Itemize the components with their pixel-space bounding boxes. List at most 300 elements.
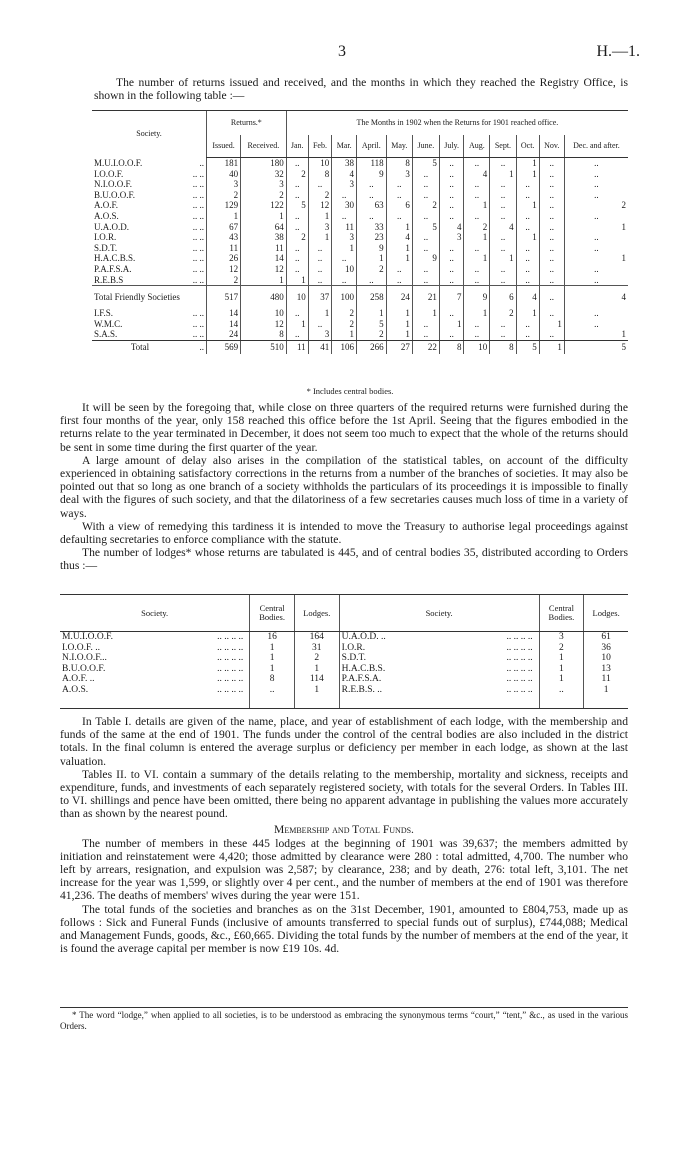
society-header-right: Society. <box>339 595 539 632</box>
table-cell: 26 <box>207 253 241 264</box>
lodges-left: 114 <box>294 674 339 685</box>
society-name-right: S.D.T. .. .. .. .. <box>339 653 539 664</box>
table-cell: .. <box>539 275 564 286</box>
table-cell: .. <box>412 232 439 243</box>
table-cell: 3 <box>308 329 332 340</box>
leader-dots: .. .. .. .. <box>217 642 244 653</box>
table-cell: .. <box>356 179 386 190</box>
table-cell: 9 <box>464 286 490 309</box>
leader-dots: .. .. .. .. <box>506 674 533 685</box>
table-cell: .. <box>564 308 628 319</box>
table-cell: 1 <box>386 253 412 264</box>
column-header: Jan. <box>286 135 308 158</box>
leader-dots: .. .. .. .. <box>217 684 244 695</box>
table-row <box>92 340 628 354</box>
society-name-left: I.O.O.F. .. .. .. .. .. <box>60 643 250 654</box>
column-header: Nov. <box>539 135 564 158</box>
society-name: U.A.O.D. <box>94 221 129 232</box>
table-cell: 8 <box>241 329 287 340</box>
table-cell: 1 <box>464 253 490 264</box>
table-cell: .. <box>564 179 628 190</box>
table-cell <box>339 696 539 709</box>
table-cell: 4 <box>490 222 516 233</box>
leader-dots: .. .. <box>192 253 204 264</box>
table-cell: .. <box>539 158 564 169</box>
table-cell: 1 <box>516 200 539 211</box>
table-cell: 8 <box>490 340 516 354</box>
intro-paragraph: The number of returns issued and received, and the months in which they reached the Registry Office, is shown in the following table :— <box>94 76 628 103</box>
society-name: B.U.O.O.F. <box>94 189 136 200</box>
table-cell: 8 <box>386 158 412 169</box>
table-cell: 10 <box>286 286 308 309</box>
table-cell: .. <box>439 308 464 319</box>
table-cell: .. <box>490 158 516 169</box>
table-cell: 1 <box>539 319 564 330</box>
table-cell: 7 <box>439 286 464 309</box>
table-row <box>92 253 628 264</box>
table-cell: .. <box>439 169 464 180</box>
table-bottom-rule <box>60 696 628 709</box>
table-row <box>92 190 628 201</box>
table-cell: 64 <box>241 222 287 233</box>
paragraph: Tables II. to VI. contain a summary of the details relating to the membership, mortality and sickness, receipts and expenditure, funds, and investments of each separately registered society, with totals for the several Orders. In Tables III. to VI. shillings and pence have been omitted, there being no apparent advantage in publishing the values more accurately than as shown by the nearest pound. <box>60 767 628 821</box>
central-bodies-left: 1 <box>250 643 295 654</box>
table-cell: 3 <box>308 222 332 233</box>
table-cell: 43 <box>207 232 241 243</box>
table-cell: 1 <box>516 232 539 243</box>
table-cell: 118 <box>356 158 386 169</box>
central-bodies-right: 1 <box>539 664 584 675</box>
table-cell: 1 <box>308 308 332 319</box>
table-cell: .. <box>516 275 539 286</box>
table-cell: 180 <box>241 158 287 169</box>
table-cell: 100 <box>332 286 357 309</box>
table-cell: 8 <box>439 340 464 354</box>
table-cell: 67 <box>207 222 241 233</box>
table-row <box>60 674 628 685</box>
society-name: R.E.B.S <box>94 274 124 285</box>
society-name: W.M.C. <box>94 318 123 329</box>
table-row <box>60 632 628 643</box>
table-cell: 30 <box>332 200 357 211</box>
leader-dots: .. .. <box>192 242 204 253</box>
table-cell: 1 <box>412 308 439 319</box>
society-name: S.A.S. <box>92 329 188 340</box>
central-bodies-left: .. <box>250 685 295 696</box>
table-cell: .. <box>490 275 516 286</box>
table-cell: 181 <box>207 158 241 169</box>
table-cell: 106 <box>332 340 357 354</box>
table-cell: .. <box>490 329 516 340</box>
table-cell: .. <box>386 264 412 275</box>
table-cell: .. <box>490 243 516 254</box>
table-cell: 1 <box>356 253 386 264</box>
leader-dots: .. .. <box>188 329 207 340</box>
page-number: 3 <box>338 43 346 60</box>
table-cell: .. <box>386 275 412 286</box>
paragraph: The number of members in these 445 lodges at the beginning of 1901 was 39,637; the members admitted by initiation and reinstatement were 4,420; those admitted by clearance were 280 : total admitted, 4,700. The number who left by arrears, resignation, and expulsion was 2,587; by clearance, 238; and by death, 276: total left, 3,101. The net increase for the year was 1,599, or slightly over 4 per cent., and the number of members at the end of 1901 was therefore 41,236. The deaths of members' wives during the year were 151. <box>60 836 628 903</box>
table-row <box>92 200 628 211</box>
table-cell: 38 <box>241 232 287 243</box>
table-cell: 5 <box>286 200 308 211</box>
table-cell: .. <box>539 179 564 190</box>
table-row <box>60 653 628 664</box>
table-row <box>60 643 628 654</box>
society-name: I.O.R. <box>94 232 117 243</box>
table-row <box>92 308 628 319</box>
table-row <box>92 286 628 309</box>
table-cell: .. <box>490 200 516 211</box>
paragraph: A large amount of delay also arises in the compilation of the statistical tables, on account of the difficulty experienced in obtaining satisfactory corrections in the returns from a number of the branches of societies. It may also be pointed out that so long as one branch of a society withholds the particulars of its proceedings it is impossible to finally deal with the figures of such society, and that the dilatoriness of a few secretaries causes much loss of time in a variety of ways. <box>60 453 628 520</box>
table-cell: .. <box>412 264 439 275</box>
society-name: A.O.F. <box>94 200 119 211</box>
table-cell: 1 <box>439 319 464 330</box>
society-name-right: H.A.C.B.S. .. .. .. .. <box>339 664 539 675</box>
table-row <box>60 685 628 696</box>
table-cell: .. <box>308 319 332 330</box>
table-cell: .. <box>516 222 539 233</box>
table-row <box>92 264 628 275</box>
table-cell <box>294 696 339 709</box>
table-cell: 1 <box>286 275 308 286</box>
table-cell: 2 <box>207 275 241 286</box>
table-cell: 10 <box>332 264 357 275</box>
table-cell: .. <box>439 264 464 275</box>
table-cell: 23 <box>356 232 386 243</box>
table-cell: 2 <box>286 232 308 243</box>
table-cell: 9 <box>356 169 386 180</box>
lodges-left: 2 <box>294 653 339 664</box>
table-cell: .. <box>356 190 386 201</box>
table-cell: 1 <box>386 329 412 340</box>
table-cell: 2 <box>464 222 490 233</box>
table-cell: 5 <box>516 340 539 354</box>
table-cell: 12 <box>207 264 241 275</box>
table-cell: .. <box>386 211 412 222</box>
table-cell: 3 <box>207 179 241 190</box>
leader-dots: .. .. .. .. <box>217 674 244 685</box>
lodges-right: 11 <box>584 674 628 685</box>
lodges-left: 1 <box>294 685 339 696</box>
column-header: July. <box>439 135 464 158</box>
table-cell: 1 <box>564 222 628 233</box>
table-cell: .. <box>516 190 539 201</box>
table-cell: .. <box>439 211 464 222</box>
leader-dots: .. .. .. .. <box>506 653 533 664</box>
leader-dots: .. .. <box>192 179 204 190</box>
table-cell: 37 <box>308 286 332 309</box>
column-header: May. <box>386 135 412 158</box>
table-cell: 2 <box>332 308 357 319</box>
table-cell: 2 <box>490 308 516 319</box>
table-cell: .. <box>564 264 628 275</box>
table-cell: 1 <box>516 158 539 169</box>
table-cell: .. <box>286 190 308 201</box>
body-text-1 <box>60 401 628 573</box>
table-cell: .. <box>464 211 490 222</box>
table-cell: 11 <box>286 340 308 354</box>
leader-dots: .. .. .. .. <box>506 663 533 674</box>
leader-dots: .. <box>199 342 204 353</box>
table-row <box>92 169 628 180</box>
society-name: H.A.C.B.S. <box>94 253 136 264</box>
table-cell: .. <box>286 243 308 254</box>
table-row <box>92 211 628 222</box>
table-cell: .. <box>332 190 357 201</box>
table-cell: 12 <box>308 200 332 211</box>
lodges-left: 164 <box>294 632 339 643</box>
leader-dots: .. .. .. .. <box>506 684 533 695</box>
leader-dots: .. .. <box>192 210 204 221</box>
table-cell: .. <box>412 329 439 340</box>
table-cell: .. <box>539 200 564 211</box>
society-name-right: I.O.R. .. .. .. .. <box>339 643 539 654</box>
table-cell: .. <box>539 232 564 243</box>
table-cell: 14 <box>207 319 241 330</box>
table-cell: 1 <box>286 319 308 330</box>
table-cell: 1 <box>308 232 332 243</box>
leader-dots: .. .. <box>192 318 204 329</box>
table-cell: 4 <box>564 286 628 309</box>
table-cell: 3 <box>332 232 357 243</box>
table-cell: 1 <box>490 253 516 264</box>
lodges-right: 61 <box>584 632 628 643</box>
column-header: Received. <box>241 135 287 158</box>
table-cell: .. <box>564 158 628 169</box>
table-cell: 9 <box>356 243 386 254</box>
table-cell: .. <box>564 169 628 180</box>
table-cell: .. <box>332 211 357 222</box>
society-name-left: A.O.S. .. .. .. .. <box>60 685 250 696</box>
table-cell: .. <box>308 243 332 254</box>
table-cell: .. <box>386 179 412 190</box>
table-cell: .. <box>490 264 516 275</box>
table-cell: .. <box>539 264 564 275</box>
table-cell <box>250 696 295 709</box>
society-name-left: N.I.O.O.F... .. .. .. .. <box>60 653 250 664</box>
table-row <box>92 243 628 254</box>
table-cell: .. <box>332 275 357 286</box>
central-bodies-right: 1 <box>539 653 584 664</box>
table-cell: 4 <box>464 169 490 180</box>
table-row <box>92 158 628 169</box>
footnote-rule <box>60 1007 628 1008</box>
table-cell: .. <box>464 190 490 201</box>
body-text-2 <box>60 715 628 955</box>
table-cell: 2 <box>207 190 241 201</box>
society-name: I.O.O.F. <box>94 168 124 179</box>
society-name: Total Friendly Societies <box>92 286 188 309</box>
table-cell: .. <box>386 190 412 201</box>
page-footnote: * The word “lodge,” when applied to all societies, is to be understood as embracing the synonymous terms “court,” “tent,” &c., as used in the various Orders. <box>60 1010 628 1031</box>
table-cell: .. <box>286 158 308 169</box>
table-cell: 1 <box>356 308 386 319</box>
table-cell: 5 <box>412 158 439 169</box>
table-cell: 27 <box>386 340 412 354</box>
table-cell: 3 <box>386 169 412 180</box>
table-cell: 3 <box>439 232 464 243</box>
table-cell: 1 <box>464 308 490 319</box>
table-cell: 1 <box>386 222 412 233</box>
table-cell: 1 <box>207 211 241 222</box>
table-cell: 41 <box>308 340 332 354</box>
table-cell: .. <box>412 169 439 180</box>
table-cell: 63 <box>356 200 386 211</box>
society-name-left: A.O.F. .. .. .. .. .. <box>60 674 250 685</box>
table-cell: .. <box>286 222 308 233</box>
table-cell: .. <box>516 243 539 254</box>
table-cell: 8 <box>308 169 332 180</box>
table-cell: .. <box>516 264 539 275</box>
table-cell: 14 <box>207 308 241 319</box>
table-cell: .. <box>464 179 490 190</box>
paragraph: The number of lodges* whose returns are tabulated is 445, and of central bodies 35, distributed according to Orders thus :— <box>60 546 628 573</box>
table-cell <box>539 696 584 709</box>
society-name-right: R.E.B.S. .. .. .. .. .. <box>339 685 539 696</box>
table-cell: 2 <box>356 264 386 275</box>
table-cell: 1 <box>464 200 490 211</box>
society-name: P.A.F.S.A. <box>94 263 132 274</box>
leader-dots: .. .. .. .. <box>506 642 533 653</box>
table-cell: .. <box>412 243 439 254</box>
society-name-left: B.U.O.O.F. .. .. .. .. <box>60 664 250 675</box>
table-cell: .. <box>286 211 308 222</box>
table-cell: 1 <box>386 308 412 319</box>
table-cell: 9 <box>412 253 439 264</box>
table-cell: .. <box>564 211 628 222</box>
leader-dots: .. .. <box>192 274 204 285</box>
table-cell: .. <box>490 190 516 201</box>
table-cell: 3 <box>241 179 287 190</box>
paragraph: The total funds of the societies and branches as on the 31st December, 1901, amounted to £804,753, made up as follows : Sick and Funeral Funds (inclusive of amounts transferred to special funds out of surplus), £744,088; Medical and Management Funds, goods, &c., £60,665. Dividing the total funds by the number of members at the end of the year, it is found the average capital per member is now £19 10s. 4d. <box>60 902 628 956</box>
table-cell: 32 <box>241 169 287 180</box>
table-cell: 21 <box>412 286 439 309</box>
table-cell: 4 <box>332 169 357 180</box>
table-row <box>60 664 628 675</box>
table-cell: 1 <box>241 211 287 222</box>
table-cell: .. <box>539 286 564 309</box>
table-cell: 1 <box>308 211 332 222</box>
table-cell: 1 <box>516 308 539 319</box>
table-cell: 11 <box>207 243 241 254</box>
table-cell: .. <box>332 253 357 264</box>
lodges-right: 13 <box>584 664 628 675</box>
table-row <box>92 329 628 340</box>
central-bodies-left: 8 <box>250 674 295 685</box>
column-header: Aug. <box>464 135 490 158</box>
table-cell: .. <box>286 179 308 190</box>
lodges-left: 31 <box>294 643 339 654</box>
table-cell: 10 <box>308 158 332 169</box>
lodges-header-right: Lodges. <box>584 595 628 632</box>
table-cell: .. <box>516 211 539 222</box>
table-cell <box>584 696 628 709</box>
table-cell: .. <box>464 329 490 340</box>
paragraph: With a view of remedying this tardiness it is intended to move the Treasury to authorise legal proceedings against defaulting secretaries to enforce compliance with the statute. <box>60 519 628 547</box>
table-cell: .. <box>356 275 386 286</box>
months-group-header: The Months in 1902 when the Returns for 1901 reached office. <box>286 111 628 136</box>
society-name: I.F.S. <box>94 308 114 319</box>
table-cell: 266 <box>356 340 386 354</box>
leader-dots: .. .. .. .. <box>506 632 533 642</box>
table-cell: 24 <box>386 286 412 309</box>
leader-dots: .. .. .. .. <box>217 653 244 664</box>
society-name: M.U.I.O.O.F. <box>94 157 143 168</box>
table-cell: 1 <box>564 253 628 264</box>
table-cell: 4 <box>439 222 464 233</box>
society-name-right: U.A.O.D. .. .. .. .. .. <box>339 632 539 643</box>
table-cell: .. <box>464 243 490 254</box>
column-header: Dec. and after. <box>564 135 628 158</box>
table-cell: 1 <box>490 169 516 180</box>
table-row <box>92 222 628 233</box>
table-cell: 517 <box>207 286 241 309</box>
lodges-left: 1 <box>294 664 339 675</box>
table-row <box>92 275 628 286</box>
table-cell: .. <box>490 211 516 222</box>
table-cell: .. <box>412 190 439 201</box>
society-column-header: Society. <box>92 111 207 158</box>
leader-dots <box>188 286 207 309</box>
table-cell: .. <box>464 158 490 169</box>
table-cell: 2 <box>356 329 386 340</box>
table-cell: 22 <box>412 340 439 354</box>
column-header: Oct. <box>516 135 539 158</box>
society-name: S.D.T. <box>94 242 118 253</box>
table-cell: 129 <box>207 200 241 211</box>
table-cell: 2 <box>412 200 439 211</box>
table-cell <box>60 696 250 709</box>
table-cell: .. <box>412 211 439 222</box>
society-name: N.I.O.O.F. <box>94 179 133 190</box>
central-bodies-left: 1 <box>250 653 295 664</box>
table-cell: .. <box>286 264 308 275</box>
table-cell: .. <box>516 179 539 190</box>
society-name: Total <box>130 342 150 353</box>
table-cell: 24 <box>207 329 241 340</box>
table-footnote: * Includes central bodies. <box>306 386 394 396</box>
table-cell: .. <box>439 253 464 264</box>
table-cell: 6 <box>386 200 412 211</box>
society-name-left: M.U.I.O.O.F. .. .. .. .. <box>60 632 250 643</box>
lodges-header-left: Lodges. <box>294 595 339 632</box>
column-header: Mar. <box>332 135 357 158</box>
leader-dots: .. .. <box>192 189 204 200</box>
table-cell: 1 <box>386 319 412 330</box>
central-bodies-header-left: Central Bodies. <box>250 595 295 632</box>
central-bodies-right: 1 <box>539 674 584 685</box>
society-name: A.O.S. <box>94 210 119 221</box>
table-cell: 5 <box>564 340 628 354</box>
table-cell: .. <box>516 319 539 330</box>
table-cell: 4 <box>516 286 539 309</box>
table-cell: .. <box>439 190 464 201</box>
table-cell: .. <box>490 232 516 243</box>
table-cell: .. <box>412 179 439 190</box>
lodges-table <box>60 594 628 709</box>
leader-dots: .. .. <box>192 263 204 274</box>
table-cell: 510 <box>241 340 287 354</box>
central-bodies-right: 2 <box>539 643 584 654</box>
table-cell: .. <box>516 329 539 340</box>
table-cell: .. <box>412 275 439 286</box>
paragraph: In Table I. details are given of the name, place, and year of establishment of each lodge, with the membership and funds of the same at the end of 1901. The funds under the control of the central bodies are also included in the district totals. In the final column is entered the average surplus or deficiency per member in each lodge, as shown at the last valuation. <box>60 715 628 768</box>
table-cell: 1 <box>564 329 628 340</box>
table-cell: .. <box>439 200 464 211</box>
table-cell: .. <box>464 275 490 286</box>
leader-dots: .. .. <box>192 308 204 319</box>
table-cell: .. <box>564 243 628 254</box>
